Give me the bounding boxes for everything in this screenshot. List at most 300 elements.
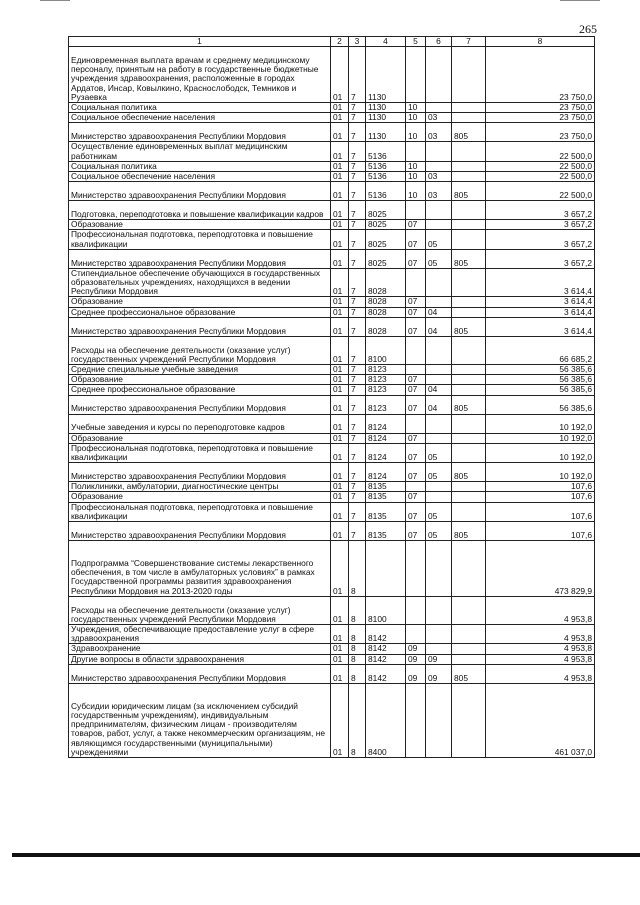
table-row xyxy=(69,103,595,113)
amount-cell: 56 385,6 xyxy=(486,375,595,385)
table-row xyxy=(69,522,595,541)
code-cell: 01 xyxy=(331,395,349,414)
code-cell: 07 xyxy=(406,230,426,249)
code-cell: 8025 xyxy=(366,249,406,268)
row-name-cell: Среднее профессиональное образование xyxy=(69,385,331,395)
code-cell xyxy=(452,502,486,521)
row-name-cell: Средние специальные учебные заведения xyxy=(69,365,331,375)
code-cell: 5136 xyxy=(366,172,406,182)
table-row xyxy=(69,395,595,414)
amount-cell: 4 953,8 xyxy=(486,644,595,654)
code-cell xyxy=(452,654,486,664)
table-row xyxy=(69,385,595,395)
code-cell xyxy=(406,482,426,492)
code-cell xyxy=(426,482,452,492)
header-cell: 5 xyxy=(406,37,426,47)
amount-cell: 107,6 xyxy=(486,492,595,502)
code-cell: 10 xyxy=(406,113,426,123)
code-cell xyxy=(426,365,452,375)
code-cell: 05 xyxy=(426,502,452,521)
code-cell: 8135 xyxy=(366,522,406,541)
table-row xyxy=(69,463,595,482)
code-cell: 01 xyxy=(331,317,349,336)
code-cell: 05 xyxy=(426,522,452,541)
amount-cell: 461 037,0 xyxy=(486,683,595,757)
code-cell: 03 xyxy=(426,123,452,142)
code-cell: 07 xyxy=(406,502,426,521)
row-name-cell: Министерство здравоохранения Республики Мордовия xyxy=(69,463,331,482)
code-cell: 07 xyxy=(406,492,426,502)
code-cell xyxy=(452,230,486,249)
amount-cell: 473 829,9 xyxy=(486,541,595,597)
code-cell: 7 xyxy=(349,414,366,433)
row-name-cell: Министерство здравоохранения Республики Мордовия xyxy=(69,664,331,683)
code-cell: 01 xyxy=(331,249,349,268)
code-cell xyxy=(452,161,486,171)
code-cell: 805 xyxy=(452,123,486,142)
budget-table xyxy=(68,36,595,758)
code-cell xyxy=(366,541,406,597)
header-cell: 6 xyxy=(426,37,452,47)
code-cell: 01 xyxy=(331,443,349,462)
code-cell: 07 xyxy=(406,522,426,541)
amount-cell: 3 657,2 xyxy=(486,230,595,249)
amount-cell: 4 953,8 xyxy=(486,654,595,664)
code-cell: 07 xyxy=(406,395,426,414)
code-cell: 7 xyxy=(349,142,366,161)
table-row xyxy=(69,482,595,492)
code-cell: 8135 xyxy=(366,492,406,502)
code-cell xyxy=(406,201,426,220)
code-cell: 01 xyxy=(331,103,349,113)
code-cell: 05 xyxy=(426,463,452,482)
row-name-cell: Образование xyxy=(69,433,331,443)
row-name-cell: Среднее профессиональное образование xyxy=(69,307,331,317)
table-row xyxy=(69,414,595,433)
amount-cell: 23 750,0 xyxy=(486,113,595,123)
table-row xyxy=(69,172,595,182)
table-row xyxy=(69,268,595,297)
code-cell xyxy=(426,644,452,654)
code-cell: 01 xyxy=(331,414,349,433)
code-cell: 8123 xyxy=(366,385,406,395)
amount-cell: 23 750,0 xyxy=(486,123,595,142)
row-name-cell: Учреждения, обеспечивающие предоставление услуг в сфере здравоохранения xyxy=(69,625,331,644)
code-cell: 01 xyxy=(331,463,349,482)
code-cell: 805 xyxy=(452,463,486,482)
row-name-cell: Министерство здравоохранения Республики Мордовия xyxy=(69,249,331,268)
table-row xyxy=(69,220,595,230)
code-cell: 7 xyxy=(349,395,366,414)
code-cell xyxy=(426,492,452,502)
code-cell: 8100 xyxy=(366,336,406,364)
table-row xyxy=(69,317,595,336)
amount-cell: 22 500,0 xyxy=(486,161,595,171)
code-cell: 7 xyxy=(349,317,366,336)
code-cell xyxy=(406,268,426,297)
code-cell xyxy=(426,201,452,220)
code-cell: 805 xyxy=(452,664,486,683)
row-name-cell: Министерство здравоохранения Республики Мордовия xyxy=(69,522,331,541)
code-cell xyxy=(452,142,486,161)
table-row xyxy=(69,644,595,654)
code-cell: 8 xyxy=(349,625,366,644)
row-name-cell: Министерство здравоохранения Республики Мордовия xyxy=(69,317,331,336)
code-cell xyxy=(452,103,486,113)
code-cell: 01 xyxy=(331,161,349,171)
row-name-cell: Министерство здравоохранения Республики Мордовия xyxy=(69,123,331,142)
code-cell: 01 xyxy=(331,336,349,364)
amount-cell: 4 953,8 xyxy=(486,625,595,644)
code-cell: 1130 xyxy=(366,123,406,142)
code-cell: 7 xyxy=(349,268,366,297)
page-number: 265 xyxy=(579,22,597,36)
code-cell: 8124 xyxy=(366,463,406,482)
code-cell: 7 xyxy=(349,443,366,462)
header-cell: 7 xyxy=(452,37,486,47)
row-name-cell: Другие вопросы в области здравоохранения xyxy=(69,654,331,664)
code-cell: 01 xyxy=(331,230,349,249)
code-cell: 1130 xyxy=(366,47,406,103)
table-row xyxy=(69,625,595,644)
code-cell: 01 xyxy=(331,365,349,375)
amount-cell: 23 750,0 xyxy=(486,47,595,103)
table-row xyxy=(69,596,595,624)
row-name-cell: Профессиональная подготовка, переподготовка и повышение квалификации xyxy=(69,230,331,249)
amount-cell: 3 614,4 xyxy=(486,307,595,317)
code-cell: 7 xyxy=(349,113,366,123)
code-cell: 7 xyxy=(349,492,366,502)
code-cell: 8124 xyxy=(366,433,406,443)
code-cell: 8135 xyxy=(366,482,406,492)
code-cell: 7 xyxy=(349,365,366,375)
code-cell: 7 xyxy=(349,47,366,103)
code-cell: 05 xyxy=(426,249,452,268)
code-cell: 10 xyxy=(406,182,426,201)
row-name-cell: Осуществление единовременных выплат медицинским работникам xyxy=(69,142,331,161)
code-cell xyxy=(406,625,426,644)
code-cell xyxy=(406,365,426,375)
row-name-cell: Поликлиники, амбулатории, диагностические центры xyxy=(69,482,331,492)
code-cell: 05 xyxy=(426,230,452,249)
code-cell: 01 xyxy=(331,482,349,492)
code-cell: 01 xyxy=(331,297,349,307)
code-cell: 8028 xyxy=(366,307,406,317)
code-cell: 8123 xyxy=(366,395,406,414)
header-cell: 8 xyxy=(486,37,595,47)
page-bottom-rule xyxy=(12,853,640,857)
code-cell xyxy=(406,596,426,624)
code-cell: 07 xyxy=(406,433,426,443)
row-name-cell: Социальное обеспечение населения xyxy=(69,172,331,182)
row-name-cell: Стипендиальное обеспечение обучающихся в государственных образовательных учреждениях, находящихся в ведении Республики Мордовия xyxy=(69,268,331,297)
code-cell xyxy=(426,596,452,624)
code-cell: 07 xyxy=(406,317,426,336)
code-cell: 01 xyxy=(331,385,349,395)
code-cell: 01 xyxy=(331,220,349,230)
code-cell: 7 xyxy=(349,297,366,307)
code-cell: 03 xyxy=(426,182,452,201)
code-cell: 01 xyxy=(331,433,349,443)
amount-cell: 22 500,0 xyxy=(486,172,595,182)
row-name-cell: Образование xyxy=(69,297,331,307)
row-name-cell: Здравоохранение xyxy=(69,644,331,654)
code-cell: 7 xyxy=(349,433,366,443)
scan-artifact xyxy=(40,0,70,1)
code-cell xyxy=(452,482,486,492)
table-row xyxy=(69,161,595,171)
code-cell xyxy=(452,307,486,317)
row-name-cell: Расходы на обеспечение деятельности (оказание услуг) государственных учреждений Республики Мордовия xyxy=(69,596,331,624)
code-cell: 07 xyxy=(406,385,426,395)
code-cell: 10 xyxy=(406,161,426,171)
amount-cell: 3 657,2 xyxy=(486,220,595,230)
code-cell xyxy=(426,47,452,103)
code-cell: 8124 xyxy=(366,443,406,462)
code-cell: 5136 xyxy=(366,142,406,161)
code-cell: 7 xyxy=(349,502,366,521)
code-cell xyxy=(406,414,426,433)
code-cell: 8123 xyxy=(366,375,406,385)
row-name-cell: Образование xyxy=(69,375,331,385)
code-cell: 04 xyxy=(426,385,452,395)
code-cell: 09 xyxy=(426,654,452,664)
table-row xyxy=(69,433,595,443)
amount-cell: 22 500,0 xyxy=(486,142,595,161)
code-cell xyxy=(426,103,452,113)
code-cell: 05 xyxy=(426,443,452,462)
code-cell: 805 xyxy=(452,317,486,336)
row-name-cell: Подпрограмма “Совершенствование системы лекарственного обеспечения, в том числе в амбулаторных условиях” в рамках Государственной программы развития здравоохранения Республики Мордовия на 2013-2020 годы xyxy=(69,541,331,597)
code-cell: 01 xyxy=(331,268,349,297)
code-cell xyxy=(452,385,486,395)
code-cell: 03 xyxy=(426,113,452,123)
code-cell: 7 xyxy=(349,123,366,142)
code-cell xyxy=(452,596,486,624)
code-cell xyxy=(452,268,486,297)
code-cell: 07 xyxy=(406,307,426,317)
code-cell: 01 xyxy=(331,492,349,502)
code-cell: 8123 xyxy=(366,365,406,375)
code-cell: 8124 xyxy=(366,414,406,433)
code-cell: 01 xyxy=(331,522,349,541)
code-cell xyxy=(452,297,486,307)
code-cell xyxy=(452,365,486,375)
code-cell xyxy=(452,201,486,220)
code-cell: 01 xyxy=(331,683,349,757)
code-cell xyxy=(452,47,486,103)
code-cell: 8135 xyxy=(366,502,406,521)
code-cell xyxy=(452,375,486,385)
code-cell xyxy=(406,47,426,103)
code-cell: 8 xyxy=(349,644,366,654)
row-name-cell: Социальное обеспечение населения xyxy=(69,113,331,123)
row-name-cell: Министерство здравоохранения Республики Мордовия xyxy=(69,395,331,414)
amount-cell: 56 385,6 xyxy=(486,395,595,414)
amount-cell: 3 657,2 xyxy=(486,201,595,220)
code-cell: 8028 xyxy=(366,297,406,307)
table-body xyxy=(69,47,595,758)
code-cell: 8 xyxy=(349,683,366,757)
table-row xyxy=(69,307,595,317)
code-cell: 8025 xyxy=(366,220,406,230)
row-name-cell: Социальная политика xyxy=(69,161,331,171)
row-name-cell: Профессиональная подготовка, переподготовка и повышение квалификации xyxy=(69,502,331,521)
code-cell: 03 xyxy=(426,172,452,182)
code-cell: 7 xyxy=(349,201,366,220)
code-cell: 5136 xyxy=(366,182,406,201)
table-row xyxy=(69,230,595,249)
code-cell: 7 xyxy=(349,182,366,201)
table-row xyxy=(69,123,595,142)
code-cell: 8 xyxy=(349,664,366,683)
amount-cell: 10 192,0 xyxy=(486,414,595,433)
amount-cell: 10 192,0 xyxy=(486,443,595,462)
amount-cell: 3 614,4 xyxy=(486,317,595,336)
code-cell: 8028 xyxy=(366,268,406,297)
row-name-cell: Образование xyxy=(69,220,331,230)
code-cell xyxy=(406,142,426,161)
row-name-cell: Подготовка, переподготовка и повышение квалификации кадров xyxy=(69,201,331,220)
code-cell: 07 xyxy=(406,463,426,482)
table-row xyxy=(69,443,595,462)
header-cell: 4 xyxy=(366,37,406,47)
code-cell xyxy=(426,220,452,230)
header-cell: 3 xyxy=(349,37,366,47)
code-cell: 8142 xyxy=(366,644,406,654)
code-cell: 01 xyxy=(331,142,349,161)
code-cell: 8025 xyxy=(366,230,406,249)
code-cell: 8025 xyxy=(366,201,406,220)
table-row xyxy=(69,683,595,757)
amount-cell: 3 657,2 xyxy=(486,249,595,268)
amount-cell: 4 953,8 xyxy=(486,596,595,624)
code-cell: 8142 xyxy=(366,654,406,664)
row-name-cell: Министерство здравоохранения Республики Мордовия xyxy=(69,182,331,201)
table-row xyxy=(69,365,595,375)
code-cell xyxy=(426,297,452,307)
code-cell: 10 xyxy=(406,172,426,182)
code-cell: 07 xyxy=(406,249,426,268)
code-cell: 04 xyxy=(426,307,452,317)
code-cell: 7 xyxy=(349,161,366,171)
amount-cell: 107,6 xyxy=(486,482,595,492)
code-cell: 8400 xyxy=(366,683,406,757)
code-cell: 04 xyxy=(426,395,452,414)
amount-cell: 107,6 xyxy=(486,502,595,521)
code-cell: 01 xyxy=(331,182,349,201)
code-cell xyxy=(426,268,452,297)
code-cell: 01 xyxy=(331,502,349,521)
code-cell: 01 xyxy=(331,625,349,644)
code-cell: 7 xyxy=(349,375,366,385)
amount-cell: 4 953,8 xyxy=(486,664,595,683)
code-cell: 07 xyxy=(406,443,426,462)
code-cell: 7 xyxy=(349,249,366,268)
code-cell: 01 xyxy=(331,664,349,683)
table-row xyxy=(69,113,595,123)
code-cell: 01 xyxy=(331,123,349,142)
code-cell: 7 xyxy=(349,307,366,317)
amount-cell: 3 614,4 xyxy=(486,268,595,297)
code-cell xyxy=(452,113,486,123)
code-cell xyxy=(452,443,486,462)
amount-cell: 3 614,4 xyxy=(486,297,595,307)
code-cell xyxy=(452,492,486,502)
table-row xyxy=(69,375,595,385)
scan-artifact xyxy=(560,0,600,1)
code-cell: 7 xyxy=(349,220,366,230)
code-cell: 7 xyxy=(349,522,366,541)
code-cell: 8142 xyxy=(366,625,406,644)
code-cell: 7 xyxy=(349,482,366,492)
code-cell xyxy=(452,220,486,230)
code-cell: 8100 xyxy=(366,596,406,624)
code-cell xyxy=(452,541,486,597)
code-cell: 01 xyxy=(331,596,349,624)
code-cell: 8028 xyxy=(366,317,406,336)
code-cell: 07 xyxy=(406,375,426,385)
amount-cell: 10 192,0 xyxy=(486,463,595,482)
table-row xyxy=(69,142,595,161)
table-row xyxy=(69,492,595,502)
code-cell: 01 xyxy=(331,644,349,654)
code-cell: 01 xyxy=(331,541,349,597)
amount-cell: 56 385,6 xyxy=(486,385,595,395)
row-name-cell: Субсидии юридическим лицам (за исключением субсидий государственным учреждениям), индивидуальным предпринимателям, физическим лицам - производителям товаров, работ, услуг, а также некоммерческим организациям, не являющимся государственными (муниципальными) учреждениями xyxy=(69,683,331,757)
code-cell xyxy=(406,541,426,597)
code-cell: 7 xyxy=(349,230,366,249)
code-cell: 01 xyxy=(331,172,349,182)
code-cell: 805 xyxy=(452,249,486,268)
code-cell: 01 xyxy=(331,654,349,664)
code-cell: 09 xyxy=(406,654,426,664)
code-cell: 7 xyxy=(349,336,366,364)
code-cell: 09 xyxy=(406,664,426,683)
code-cell xyxy=(452,683,486,757)
amount-cell: 66 685,2 xyxy=(486,336,595,364)
amount-cell: 23 750,0 xyxy=(486,103,595,113)
amount-cell: 22 500,0 xyxy=(486,182,595,201)
code-cell xyxy=(406,336,426,364)
row-name-cell: Учебные заведения и курсы по переподготовке кадров xyxy=(69,414,331,433)
table-row xyxy=(69,654,595,664)
code-cell xyxy=(426,683,452,757)
code-cell xyxy=(426,375,452,385)
code-cell xyxy=(426,414,452,433)
code-cell: 8 xyxy=(349,654,366,664)
amount-cell: 107,6 xyxy=(486,522,595,541)
code-cell: 7 xyxy=(349,385,366,395)
code-cell xyxy=(426,142,452,161)
code-cell: 10 xyxy=(406,103,426,113)
row-name-cell: Расходы на обеспечение деятельности (оказание услуг) государственных учреждений Республики Мордовия xyxy=(69,336,331,364)
code-cell xyxy=(452,336,486,364)
amount-cell: 10 192,0 xyxy=(486,433,595,443)
row-name-cell: Социальная политика xyxy=(69,103,331,113)
code-cell: 07 xyxy=(406,220,426,230)
code-cell: 04 xyxy=(426,317,452,336)
code-cell xyxy=(426,336,452,364)
code-cell: 7 xyxy=(349,463,366,482)
code-cell: 1130 xyxy=(366,113,406,123)
table-row xyxy=(69,297,595,307)
code-cell: 7 xyxy=(349,172,366,182)
row-name-cell: Профессиональная подготовка, переподготовка и повышение квалификации xyxy=(69,443,331,462)
table-row xyxy=(69,47,595,103)
code-cell xyxy=(452,625,486,644)
table-row xyxy=(69,336,595,364)
